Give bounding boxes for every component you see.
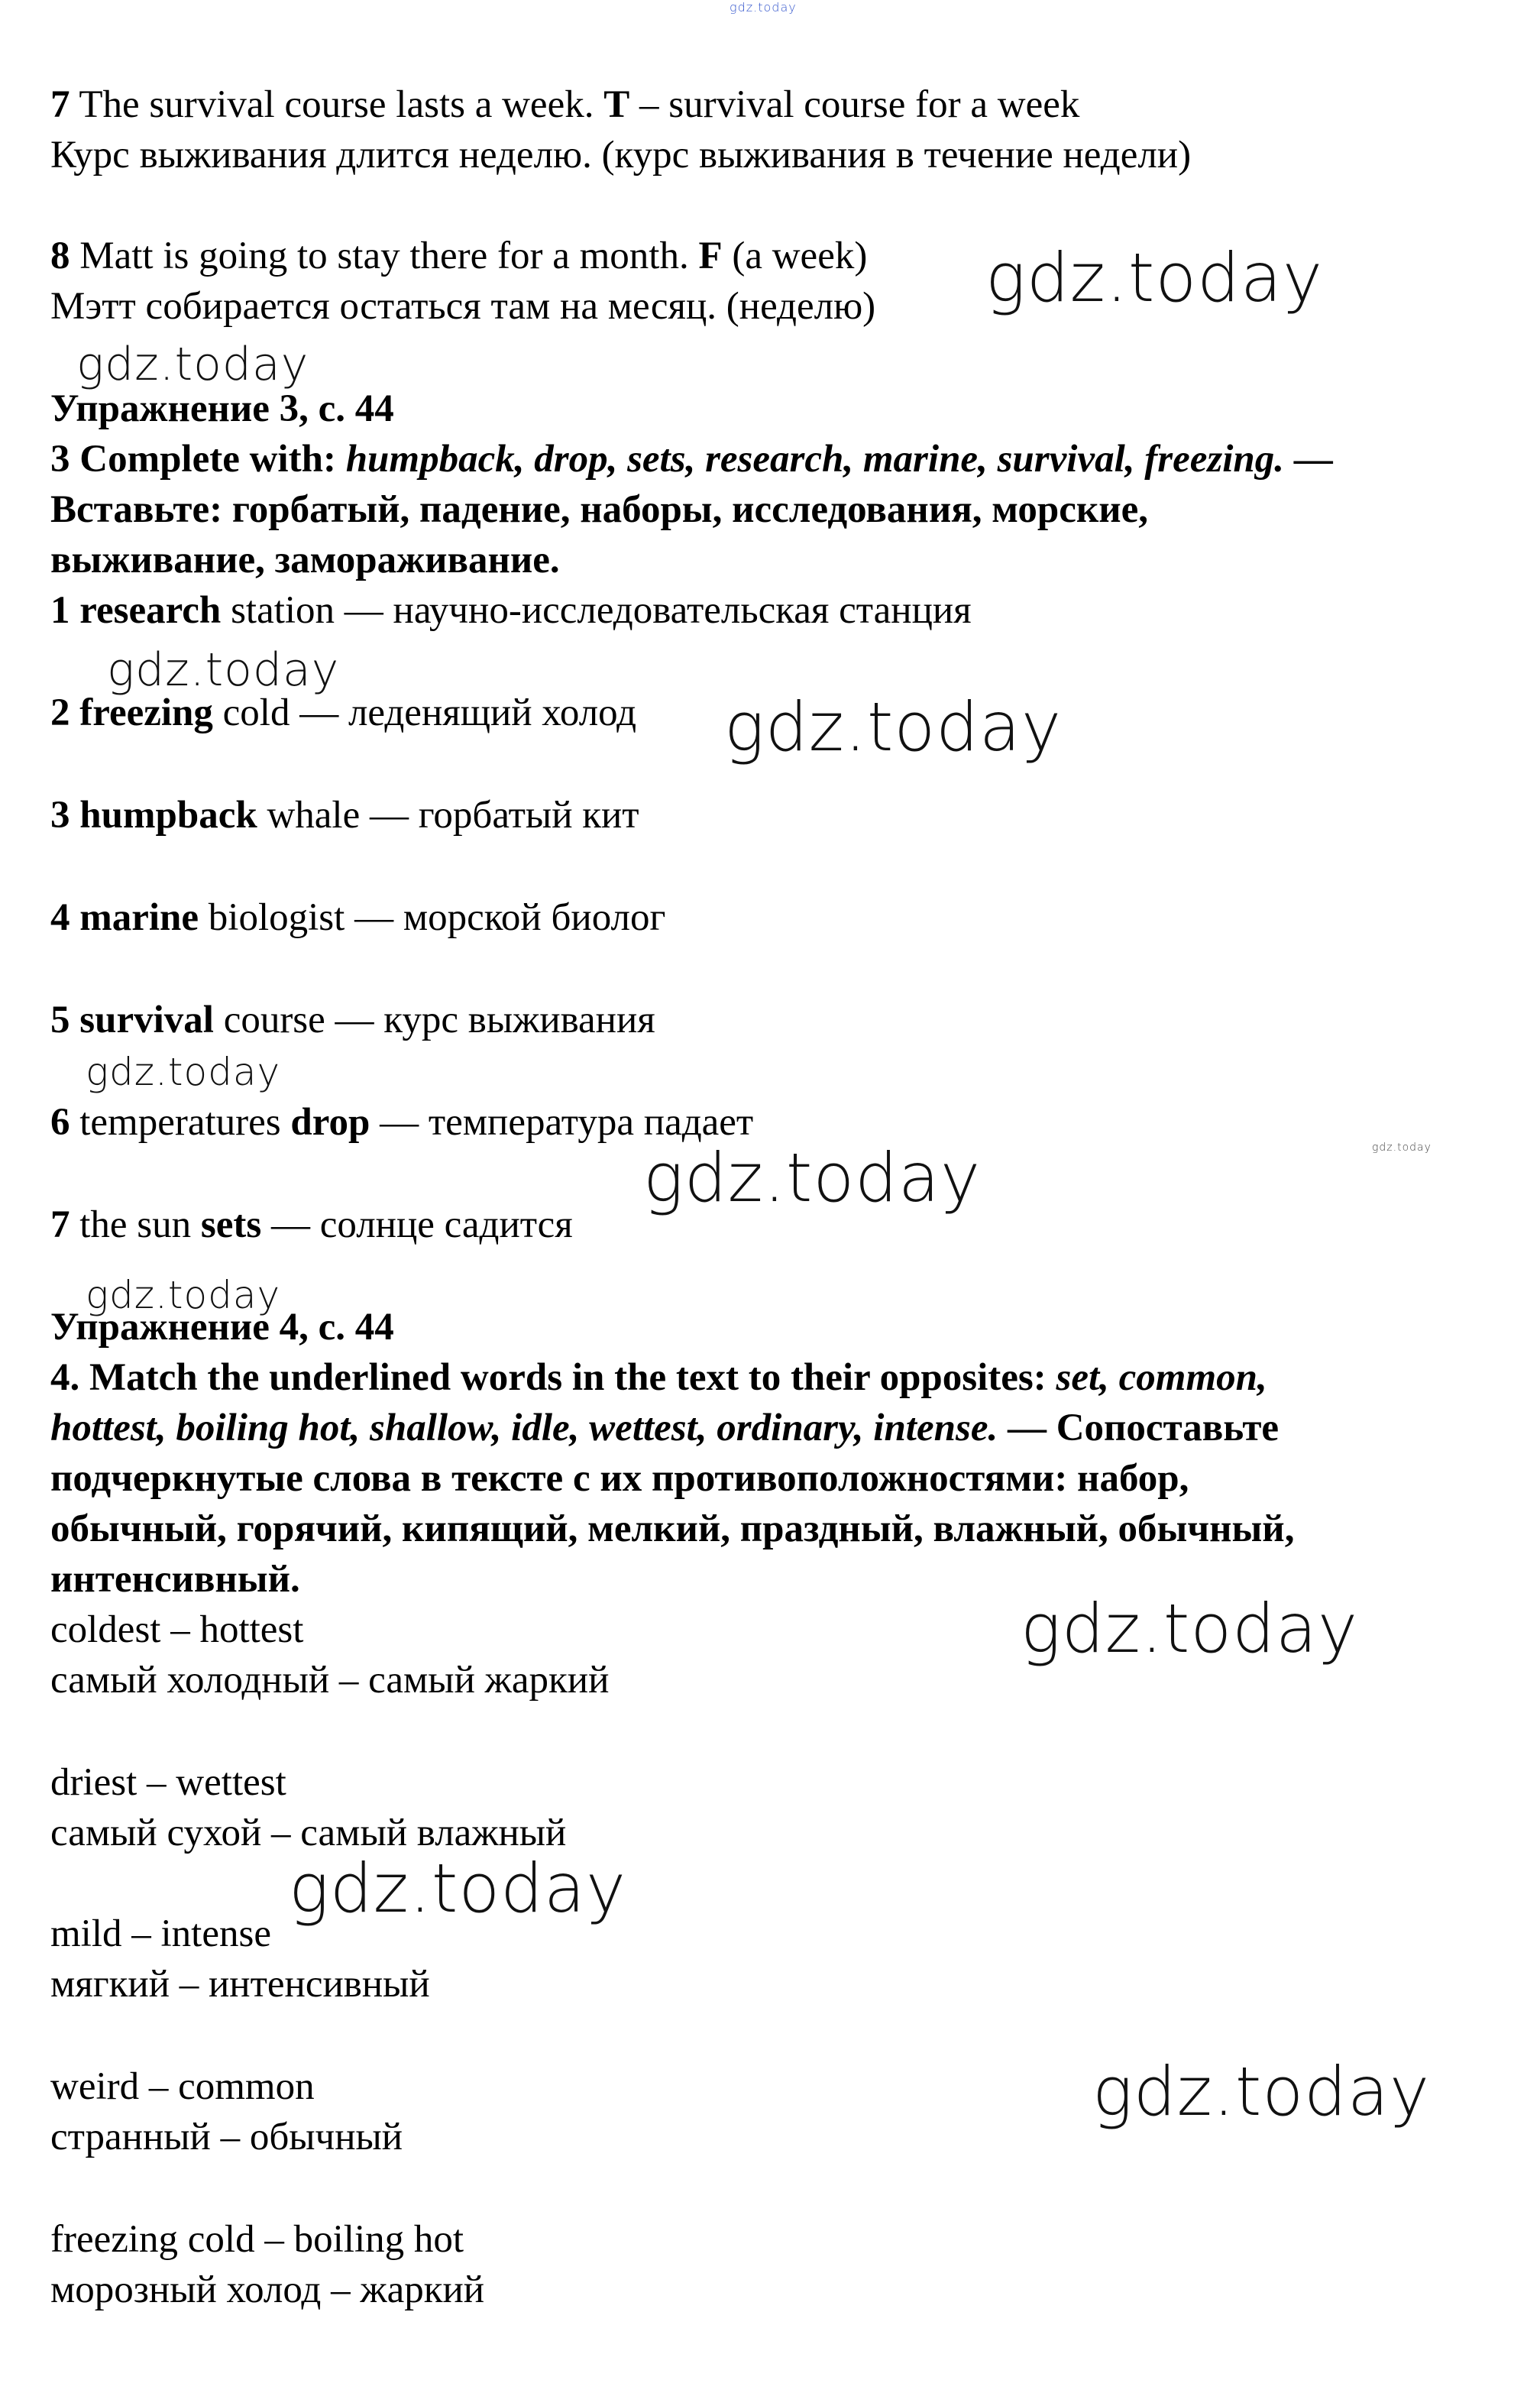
answer-number: 2 [50, 691, 70, 734]
watermark: gdz.today [985, 238, 1324, 317]
pair-ru: самый холодный – самый жаркий [50, 1659, 610, 1702]
pair-en: freezing cold – boiling hot [50, 2218, 464, 2261]
task-words: humpback, drop, sets, research, marine, survival, freezing. [345, 438, 1284, 481]
pair-ru: мягкий – интенсивный [50, 1963, 430, 2006]
pair-en: weird – common [50, 2065, 315, 2108]
answer-word: humpback [79, 794, 257, 837]
watermark: gdz.today [107, 643, 340, 697]
pair-ru: самый сухой – самый влажный [50, 1812, 567, 1854]
answer-pre: the sun [79, 1203, 201, 1246]
answer-1 [50, 587, 972, 634]
true-false-mark: F [698, 235, 723, 277]
statement-7 [50, 81, 1079, 128]
pair-en: coldest – hottest [50, 1608, 304, 1651]
answer-rest: course — курс выживания [213, 999, 655, 1041]
answer-rest: whale — горбатый кит [257, 794, 639, 837]
answer-7 [50, 1201, 573, 1248]
pair-ru: морозный холод – жаркий [50, 2268, 485, 2311]
watermark: gdz.today [643, 1138, 982, 1217]
statement-note: (a week) [732, 235, 868, 277]
answer-word: drop [290, 1101, 370, 1144]
exercise-4-task [50, 1354, 1267, 1401]
task-words: set, common, [1056, 1356, 1267, 1399]
answer-word: freezing [79, 691, 213, 734]
watermark: gdz.today [1092, 2052, 1431, 2131]
watermark-top: gdz.today [730, 0, 797, 15]
answer-4 [50, 894, 665, 941]
task-lead: 4. Match the underlined words in the text to their opposites: [50, 1356, 1056, 1399]
answer-5 [50, 996, 655, 1044]
statement-text: The survival course lasts a week. [79, 83, 594, 126]
answer-rest: biologist — морской биолог [199, 896, 666, 939]
watermark-small: gdz.today [1372, 1141, 1432, 1154]
answer-number: 1 [50, 589, 70, 632]
answer-rest: — солнце садится [261, 1203, 573, 1246]
task-lead: 3 Complete with: [50, 438, 346, 481]
pair-en: mild – intense [50, 1912, 271, 1955]
statement-note: – survival course for a week [639, 83, 1080, 126]
watermark: gdz.today [86, 1050, 281, 1094]
true-false-mark: T [603, 83, 630, 126]
exercise-3-task [50, 436, 1333, 483]
watermark: gdz.today [76, 338, 309, 391]
answer-number: 3 [50, 794, 70, 837]
statement-8-translation: Мэтт собирается остаться там на месяц. (неделю) [50, 285, 876, 328]
answer-3 [50, 792, 639, 839]
exercise-4-task-ru: подчеркнутые слова в тексте с их противоположностями: набор, [50, 1457, 1189, 1500]
exercise-4-task-ru: обычный, горячий, кипящий, мелкий, праздный, влажный, обычный, [50, 1507, 1295, 1550]
exercise-3-heading: Упражнение 3, с. 44 [50, 387, 394, 430]
answer-number: 4 [50, 896, 70, 939]
answer-word: sets [200, 1203, 262, 1246]
watermark: gdz.today [724, 688, 1063, 766]
answer-pre: temperatures [79, 1101, 291, 1144]
answer-word: research [79, 589, 222, 632]
exercise-3-task-ru: Вставьте: горбатый, падение, наборы, исследования, морские, [50, 488, 1149, 531]
answer-number: 5 [50, 999, 70, 1041]
exercise-4-task-ru: интенсивный. [50, 1558, 300, 1601]
watermark: gdz.today [289, 1849, 627, 1928]
watermark: gdz.today [86, 1273, 281, 1317]
answer-number: 7 [50, 1203, 70, 1246]
answer-rest: — температура падает [370, 1101, 754, 1144]
exercise-4-task [50, 1404, 1279, 1452]
statement-7-translation: Курс выживания длится неделю. (курс выживания в течение недели) [50, 134, 1192, 176]
statement-8 [50, 232, 867, 280]
answer-word: marine [79, 896, 199, 939]
pair-ru: странный – обычный [50, 2116, 403, 2158]
answer-word: survival [79, 999, 214, 1041]
exercise-4-heading: Упражнение 4, с. 44 [50, 1306, 394, 1349]
statement-number: 8 [50, 235, 70, 277]
pair-en: driest – wettest [50, 1761, 286, 1804]
answer-number: 6 [50, 1101, 70, 1144]
statement-text: Matt is going to stay there for a month. [79, 235, 689, 277]
task-dash: — [1283, 438, 1333, 481]
answer-2 [50, 689, 636, 737]
exercise-3-task-ru: выживание, замораживание. [50, 539, 560, 581]
answer-rest: station — научно-исследовательская станция [221, 589, 972, 632]
watermark: gdz.today [1021, 1589, 1359, 1668]
answer-rest: cold — леденящий холод [212, 691, 637, 734]
task-ru-lead: — Сопоставьте [998, 1407, 1280, 1449]
answer-6 [50, 1099, 753, 1146]
task-words: hottest, boiling hot, shallow, idle, wettest, ordinary, intense. [50, 1407, 998, 1449]
statement-number: 7 [50, 83, 70, 126]
